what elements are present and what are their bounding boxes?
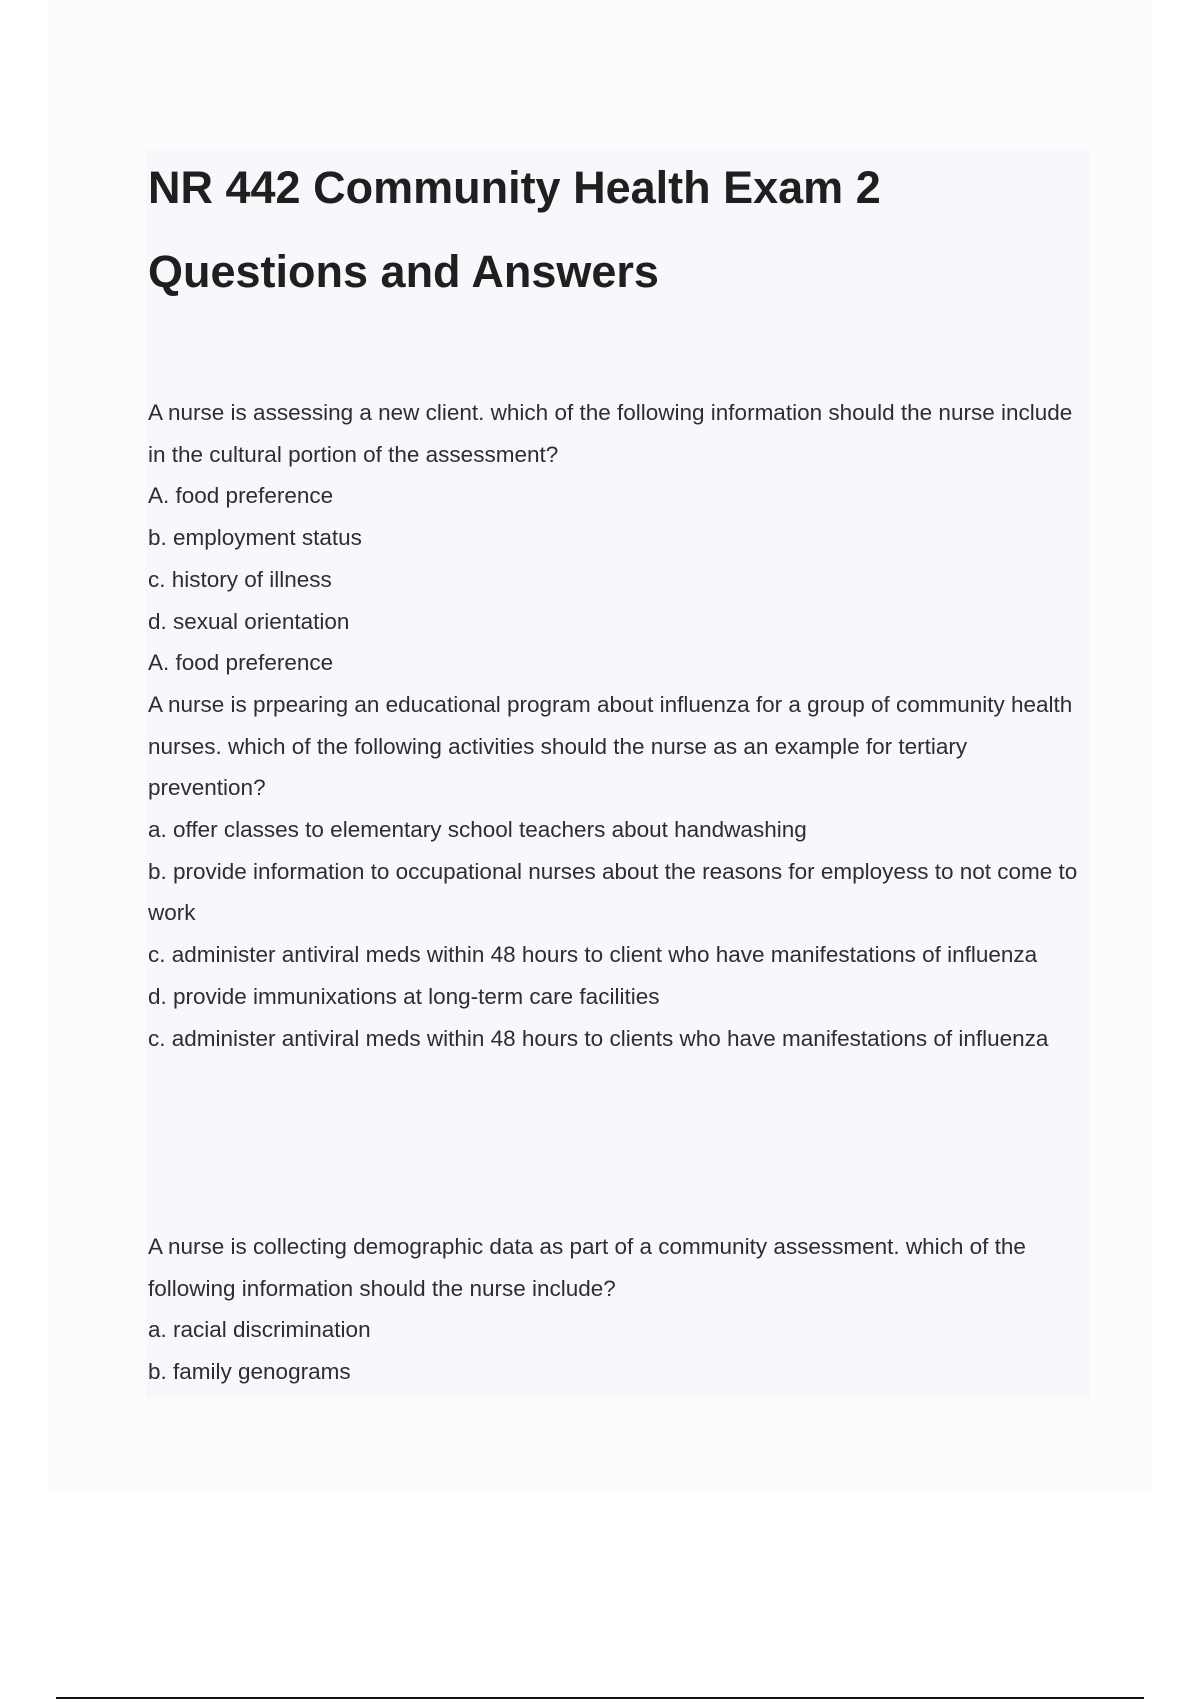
qa-block-2 bbox=[148, 1226, 1088, 1393]
question-2-option-c: c. administer antiviral meds within 48 hours to client who have manifestations of influenza bbox=[148, 942, 1038, 968]
question-2-option-d: d. provide immunixations at long-term care facilities bbox=[148, 983, 660, 1009]
question-3-option-b: b. family genograms bbox=[148, 1359, 351, 1385]
bottom-rule bbox=[56, 1697, 1144, 1699]
question-3-option-a: a. racial discrimination bbox=[148, 1317, 371, 1343]
question-2-answer: c. administer antiviral meds within 48 hours to clients who have manifestations of influenza bbox=[148, 1025, 1049, 1051]
question-1-option-b: b. employment status bbox=[148, 525, 362, 551]
question-2-stem: A nurse is prpearing an educational program about influenza for a group of community health nurses. which of the following activities should the nurse as an example for tertiary prevention? bbox=[148, 691, 1073, 801]
question-1-option-d: d. sexual orientation bbox=[148, 608, 350, 634]
document-title: NR 442 Community Health Exam 2 Questions and Answers bbox=[148, 162, 881, 297]
qa-block-1 bbox=[148, 392, 1088, 1059]
question-2-option-b: b. provide information to occupational nurses about the reasons for employess to not come to work bbox=[148, 858, 1078, 926]
question-1-option-a: A. food preference bbox=[148, 483, 334, 509]
question-1-answer: A. food preference bbox=[148, 650, 334, 676]
question-2-option-a: a. offer classes to elementary school teachers about handwashing bbox=[148, 817, 807, 843]
question-1-option-c: c. history of illness bbox=[148, 566, 332, 592]
question-3-stem: A nurse is collecting demographic data as part of a community assessment. which of the following information should the nurse include? bbox=[148, 1234, 1026, 1301]
question-1-stem: A nurse is assessing a new client. which of the following information should the nurse include in the cultural portion of the assessment? bbox=[148, 400, 1073, 467]
